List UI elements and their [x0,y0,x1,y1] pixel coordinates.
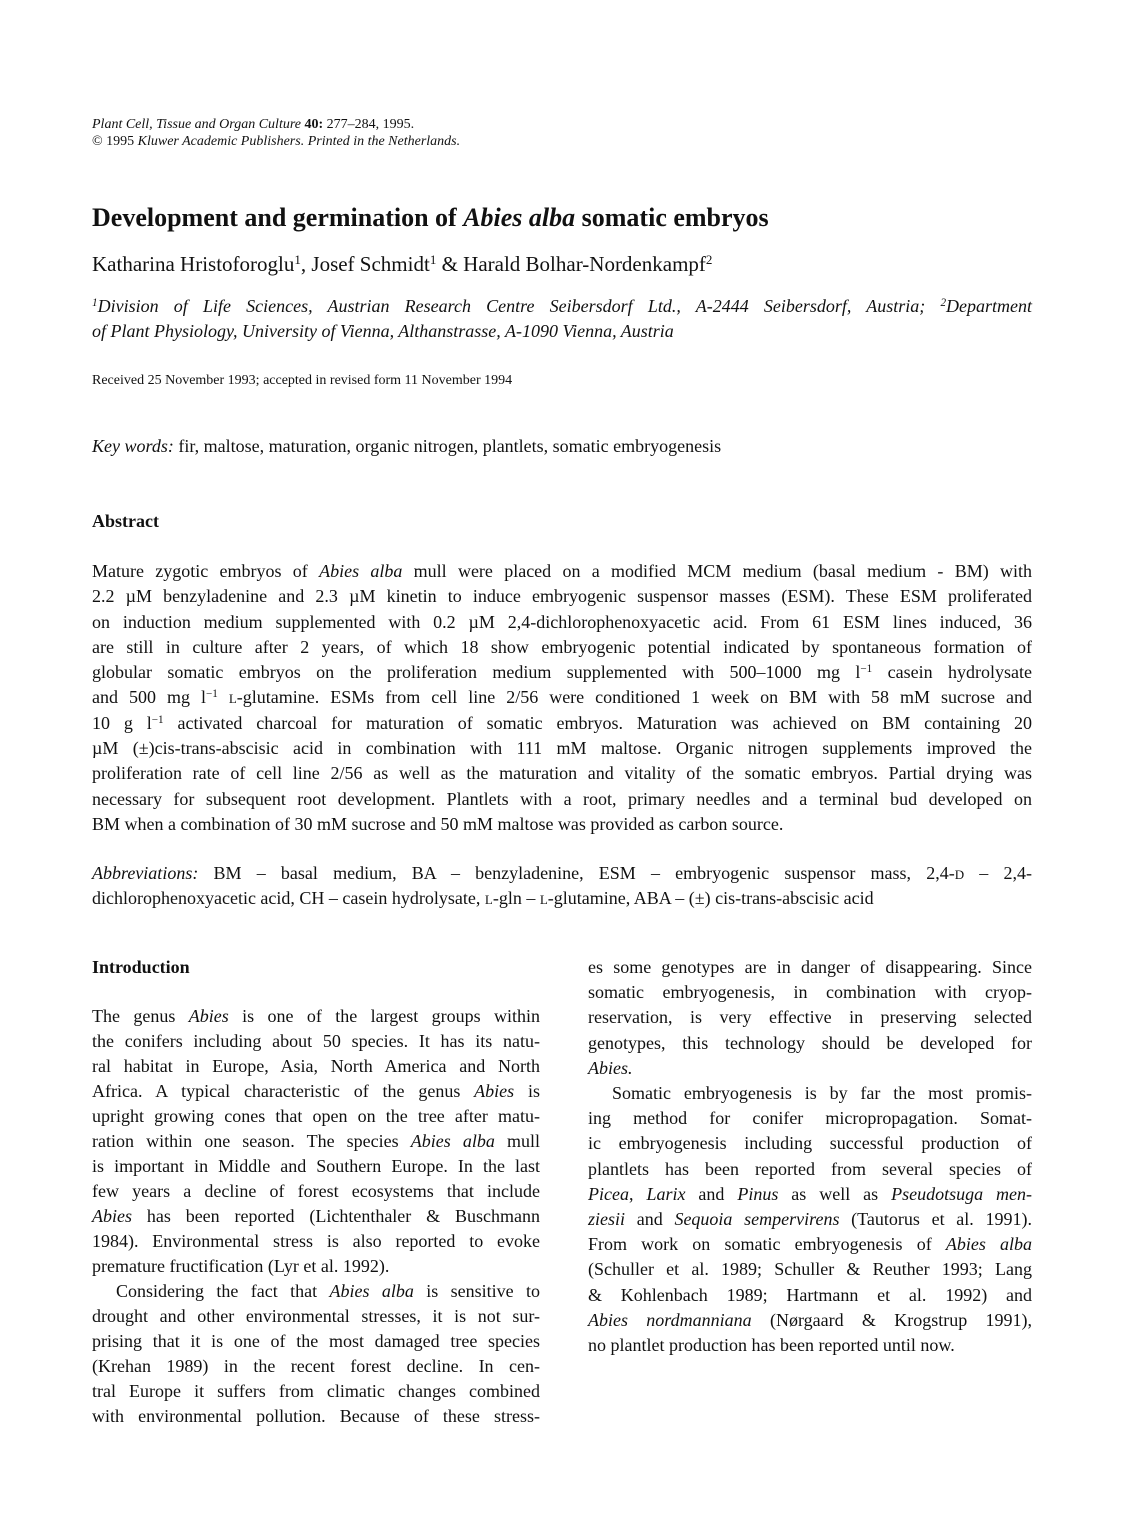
text-run: BM when a combination of 30 mM sucrose and 50 mM maltose was provided as carbon source. [92,813,784,834]
text-run: Africa. A typical characteristic of the genus [92,1081,475,1101]
text-run: Development and germination of [92,203,464,232]
text-run: From work on somatic embryogenesis of [588,1234,946,1255]
text-run: upright growing cones that open on the tree after matu- [92,1106,540,1126]
text-line [588,1333,1032,1358]
text-line [588,1283,1032,1308]
text-run: 10 g l [92,712,152,733]
text-run: Abies nordmanniana [588,1309,752,1330]
text-line [92,1354,540,1379]
text-run: Abies alba [319,561,403,581]
text-line [92,133,460,150]
text-run: somatic embryos [575,203,769,232]
text-run: of Plant Physiology, University of Vienna, Althanstrasse, A-1090 Vienna, Austria [92,321,674,341]
text-run: and [685,1183,738,1204]
text-line [92,1404,540,1429]
text-run: l [539,888,548,908]
text-run: Larix [646,1183,686,1204]
text-run: activated charcoal for maturation of somatic embryos. Maturation was achieved on BM containing 20 [163,712,1032,733]
text-run: is [514,1081,540,1101]
text-line [92,294,1032,319]
text-run: l [484,888,493,908]
text-line [92,761,1032,786]
text-run: globular somatic embryos on the proliferation medium supplemented with 500–1000 mg l [92,662,861,683]
key-words [92,434,721,459]
text-run: Mature zygotic embryos of [92,561,320,581]
text-run: Abies alba [945,1234,1033,1255]
text-run: BM – basal medium, BA – benzyladenine, ESM – embryogenic suspensor mass, 2,4- [198,863,955,883]
text-line [92,250,712,278]
text-run: , [628,1183,647,1204]
text-line [92,319,1032,344]
text-run: © 1995 [92,134,138,149]
text-run: -glutamine, ABA – (±) cis-trans-abscisic acid [547,888,874,908]
text-run: ic embryogenesis including successful production of [588,1133,1032,1154]
text-run: reservation, is very effective in preserving selected [588,1007,1032,1028]
text-line [92,1079,540,1104]
text-line [588,1031,1032,1056]
text-run: 1984). Environmental stress is also reported to evoke [92,1231,540,1251]
introduction-heading: Introduction [92,957,190,977]
text-run: 40: [304,117,324,132]
text-run: (Tautorus et al. 1991). [839,1209,1032,1230]
text-run: l [228,687,237,708]
text-run: as well as [778,1183,892,1204]
text-run: no plantlet production has been reported until now. [588,1335,955,1356]
text-run: & Kohlenbach 1989; Hartmann et al. 1992) and [588,1284,1032,1305]
text-run: tral Europe it suffers from climatic changes combined [92,1381,540,1401]
text-run: (Krehan 1989) in the recent forest decline. In cen- [92,1356,540,1376]
text-run: Somatic embryogenesis is by far the most promis- [612,1083,1032,1104]
text-run: ration within one season. The species [92,1131,411,1151]
text-run: and [625,1209,675,1230]
text-run: 2.2 µM benzyladenine and 2.3 µM kinetin to induce embryogenic suspensor masses (ESM). These ESM proliferated [92,586,1032,607]
text-line [588,1081,1032,1106]
text-run [218,687,229,707]
text-run: mull were placed on a modified MCM medium (basal medium - BM) with [402,561,1032,581]
text-run: Division of Life Sciences, Austrian Research Centre Seibersdorf Ltd., A-2444 Seibersdorf, Austria; [97,296,941,316]
text-line [588,1232,1032,1257]
text-line [92,372,512,390]
text-line [92,886,1032,911]
text-line [92,434,721,459]
superscript: 1 [294,251,301,267]
text-run: drought and other environmental stresses, it is not sur- [92,1306,540,1326]
text-run: Abies alba [410,1131,495,1151]
text-run: Abbreviations: [92,863,199,883]
text-line [92,812,1032,837]
text-run: d [954,863,965,883]
text-run: proliferation rate of cell line 2/56 as well as the maturation and vitality of the somatic embryos. Partial drying was [92,763,1032,784]
text-run: is important in Middle and Southern Europe. In the last [92,1156,540,1176]
text-line [588,955,1032,980]
text-run: (Nørgaard & Krogstrup 1991), [751,1309,1033,1330]
text-line [588,1308,1032,1333]
text-line [92,116,460,133]
text-run: Considering the fact that [116,1281,330,1301]
text-run: Katharina Hristoforoglu [92,252,295,276]
affiliations [92,294,1032,344]
text-run: has been reported (Lichtenthaler & Buschmann [132,1206,540,1226]
text-run: Abies alba [463,203,576,232]
text-line [92,559,1032,584]
text-line [588,980,1032,1005]
text-line [92,1304,540,1329]
text-line [92,736,1032,761]
text-line [588,1106,1032,1131]
text-run: Plant Cell, Tissue and Organ Culture [92,117,305,132]
text-line [588,1182,1032,1207]
text-line [92,1229,540,1254]
superscript: 1 [92,296,98,309]
text-run: plantlets has been reported from several species of [588,1158,1032,1179]
received-dates [92,372,512,390]
text-run: the conifers including about 50 species. It has its natu- [92,1031,540,1051]
text-run: mull [494,1131,540,1151]
superscript: 2 [940,296,947,309]
text-line [92,1104,540,1129]
text-line [588,1005,1032,1030]
text-run: , Josef Schmidt [300,252,430,276]
text-run: ziesii [588,1209,626,1230]
superscript: −1 [205,688,218,701]
text-run: necessary for subsequent root development. Plantlets with a root, primary needles and a terminal bud developed on [92,788,1032,809]
text-line [92,1129,540,1154]
text-line [92,1204,540,1229]
text-run: – 2,4- [964,863,1032,883]
text-line [92,1054,540,1079]
text-run: Pinus [737,1183,779,1204]
text-line [92,1029,540,1054]
text-line [92,610,1032,635]
abbreviations [92,861,1032,911]
text-line [588,1157,1032,1182]
text-run: Department [946,296,1032,316]
text-run: somatic embryogenesis, in combination with cryop- [588,982,1032,1003]
superscript: −1 [860,663,873,676]
text-run: Pseudotsuga men- [891,1183,1033,1204]
text-line [92,685,1032,710]
text-line [92,1329,540,1354]
text-line [588,1056,1032,1081]
text-run: (Schuller et al. 1989; Schuller & Reuther 1993; Lang [588,1259,1032,1280]
text-run: es some genotypes are in danger of disappearing. Since [588,957,1032,977]
text-run: prising that it is one of the most damaged tree species [92,1331,540,1351]
text-run: and 500 mg l [92,687,206,708]
text-run: Abies alba [329,1281,414,1301]
journal-citation [92,116,460,150]
introduction-left-column [92,1004,540,1429]
text-line [588,1207,1032,1232]
text-run: & Harald Bolhar-Nordenkampf [436,252,706,276]
text-run: -glutamine. ESMs from cell line 2/56 were conditioned 1 week on BM with 58 mM sucrose and [236,687,1033,708]
text-run: Abies. [588,1057,633,1078]
text-run: Sequoia sempervirens [674,1209,840,1230]
text-line [92,711,1032,736]
text-line [92,1254,540,1279]
text-run: is one of the largest groups within [228,1006,540,1026]
text-line [92,1004,540,1029]
text-run: few years a decline of forest ecosystems that include [92,1181,540,1201]
text-line [92,787,1032,812]
paper-title [92,202,769,234]
text-run: on induction medium supplemented with 0.2 µM 2,4-dichlorophenoxyacetic acid. From 61 ESM lines induced, 36 [92,611,1032,632]
introduction-right-column [588,955,1032,1358]
text-line [92,861,1032,886]
superscript: 1 [429,251,437,267]
text-run: fir, maltose, maturation, organic nitrogen, plantlets, somatic embryogenesis [173,436,722,456]
superscript: 2 [705,251,713,267]
text-run: with environmental pollution. Because of these stress- [92,1406,540,1426]
text-run: µM (±)cis-trans-abscisic acid in combination with 111 mM maltose. Organic nitrogen supplements improved the [92,738,1032,759]
text-run: Received 25 November 1993; accepted in revised form 11 November 1994 [92,373,513,388]
text-run: premature fructification (Lyr et al. 1992). [92,1256,390,1276]
text-line [92,584,1032,609]
text-run: are still in culture after 2 years, of which 18 show embryogenic potential indicated by spontaneous formation of [92,636,1032,657]
text-run: is sensitive to [413,1281,540,1301]
text-line [92,1179,540,1204]
text-run: Kluwer Academic Publishers. Printed in the Netherlands. [137,134,461,149]
text-run: genotypes, this technology should be developed for [588,1032,1032,1053]
text-run: ing method for conifer micropropagation. Somat- [588,1108,1032,1129]
text-run: -gln – [492,888,540,908]
text-run: Abies [92,1206,132,1226]
text-run: Picea [588,1183,629,1204]
text-run: Abies [188,1006,229,1026]
superscript: −1 [151,713,164,726]
text-run: Abies [474,1081,515,1101]
text-run: 277–284, 1995. [323,117,415,132]
text-line [92,1379,540,1404]
abstract-body [92,559,1032,837]
text-line [92,1154,540,1179]
text-run: Key words: [92,436,174,456]
text-run: casein hydrolysate [872,662,1032,683]
text-line [588,1257,1032,1282]
text-run: The genus [92,1006,189,1026]
text-line [92,202,769,234]
text-line [92,635,1032,660]
text-line [588,1131,1032,1156]
abstract-heading: Abstract [92,511,159,531]
text-run: dichlorophenoxyacetic acid, CH – casein hydrolysate, [92,888,485,908]
text-run: ral habitat in Europe, Asia, North America and North [92,1056,540,1076]
text-line [92,660,1032,685]
author-list [92,250,712,278]
text-line [92,1279,540,1304]
